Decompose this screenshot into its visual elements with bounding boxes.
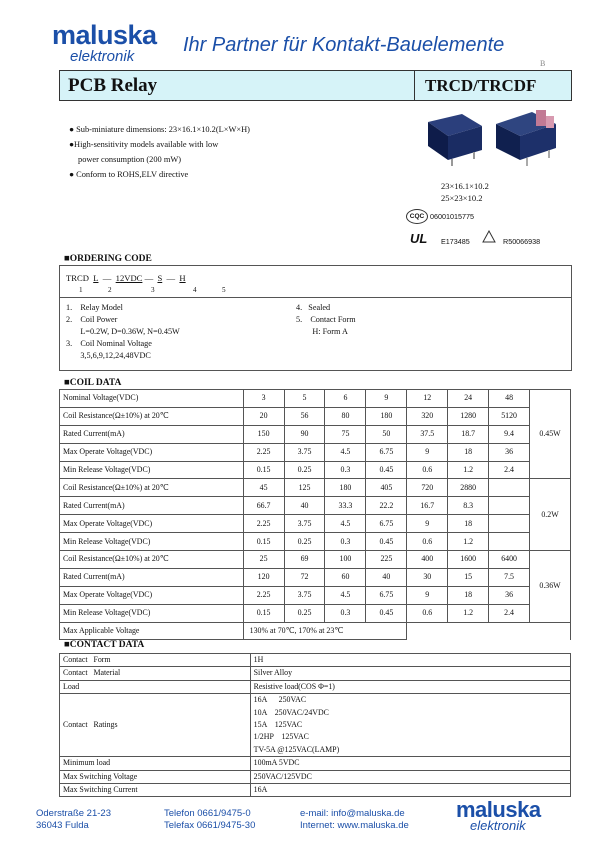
coil-cell: 6400 xyxy=(489,551,530,569)
coil-row-label: Max Operate Voltage(VDC) xyxy=(60,515,244,533)
coil-cell: 50 xyxy=(366,425,407,443)
coil-cell: 3.75 xyxy=(284,515,325,533)
coil-cell: 40 xyxy=(366,568,407,586)
code-dash: — xyxy=(166,273,176,283)
coil-cell: 9.4 xyxy=(489,425,530,443)
fax-line: Telefax 0661/9475-30 xyxy=(164,820,256,831)
phone-line: Telefon 0661/9475-0 xyxy=(164,808,251,819)
coil-cell: 2.25 xyxy=(243,586,284,604)
coil-cell: 80 xyxy=(325,407,366,425)
coil-row-label: Min Release Voltage(VDC) xyxy=(60,533,244,551)
ordering-item: 2. Coil Power xyxy=(66,315,118,324)
coil-row-label: Rated Current(mA) xyxy=(60,425,244,443)
coil-cell: 90 xyxy=(284,425,325,443)
coil-cell: 2.4 xyxy=(489,604,530,622)
ordering-item: 5. Contact Form xyxy=(296,315,356,324)
coil-cell: 120 xyxy=(243,568,284,586)
contact-row-label: Max Switching Voltage xyxy=(60,770,251,783)
coil-cell: 2880 xyxy=(448,479,489,497)
coil-cell: 8.3 xyxy=(448,497,489,515)
relay-large-image xyxy=(496,110,556,166)
contact-row-label: Contact Ratings xyxy=(60,694,251,757)
table-row xyxy=(60,586,571,604)
ordering-item: H: Form A xyxy=(296,327,348,336)
coil-cell: 180 xyxy=(366,407,407,425)
contact-row-value xyxy=(250,654,570,667)
feature-item: ●High-sensitivity models available with low xyxy=(69,140,219,149)
coil-cell: 0.25 xyxy=(284,533,325,551)
coil-cell: 0.3 xyxy=(325,604,366,622)
coil-cell: 1.2 xyxy=(448,533,489,551)
coil-cell: 6.75 xyxy=(366,515,407,533)
coil-cell: 45 xyxy=(243,479,284,497)
contact-value-line: Silver Alloy xyxy=(253,668,293,678)
code-part-model: TRCD xyxy=(66,273,89,283)
coil-cell: 40 xyxy=(284,497,325,515)
contact-row-label: Max Switching Current xyxy=(60,784,251,797)
table-row xyxy=(60,551,571,569)
coil-row-label: Coil Resistance(Ω±10%) at 20℃ xyxy=(60,407,244,425)
footer-address xyxy=(36,808,111,832)
coil-cell: 400 xyxy=(407,551,448,569)
web-link[interactable]: Internet: www.maluska.de xyxy=(300,820,409,831)
contact-value-line: TV-5A @125VAC(LAMP) xyxy=(253,744,340,754)
coil-cell: 1.2 xyxy=(448,461,489,479)
coil-cell: 0.6 xyxy=(407,604,448,622)
table-row xyxy=(60,390,571,408)
ordering-right-list xyxy=(296,302,356,338)
coil-row-label: Max Applicable Voltage xyxy=(60,622,244,640)
coil-power-label: 0.36W xyxy=(530,551,571,623)
page-title: PCB Relay xyxy=(68,75,158,96)
coil-cell: 0.15 xyxy=(243,604,284,622)
coil-cell: 72 xyxy=(284,568,325,586)
coil-cell: 2.25 xyxy=(243,443,284,461)
contact-value-line: 1H xyxy=(253,655,264,664)
table-row xyxy=(60,680,571,693)
table-row xyxy=(60,622,571,640)
coil-power-label: 0.45W xyxy=(530,390,571,479)
coil-cell: 4.5 xyxy=(325,443,366,461)
table-row xyxy=(60,568,571,586)
coil-cell: 18 xyxy=(448,586,489,604)
max-applicable-value: 130% at 70℃, 170% at 23℃ xyxy=(243,622,407,640)
coil-cell: 56 xyxy=(284,407,325,425)
coil-cell: 16.7 xyxy=(407,497,448,515)
model-title: TRCD/TRCDF xyxy=(425,76,537,95)
coil-cell: 36 xyxy=(489,586,530,604)
relay-small-image xyxy=(428,114,482,166)
coil-cell: 225 xyxy=(366,551,407,569)
table-row xyxy=(60,784,571,797)
code-index: 4 xyxy=(193,286,197,294)
coil-cell: 66.7 xyxy=(243,497,284,515)
table-row xyxy=(60,515,571,533)
coil-cell: 20 xyxy=(243,407,284,425)
coil-table xyxy=(59,389,571,640)
coil-cell: 150 xyxy=(243,425,284,443)
ul-number: E173485 xyxy=(441,237,470,246)
table-row xyxy=(60,604,571,622)
coil-cell: 3 xyxy=(243,390,284,408)
footer-phone xyxy=(164,808,255,832)
contact-row-value xyxy=(250,694,570,757)
coil-cell: 2.25 xyxy=(243,515,284,533)
coil-cell: 7.5 xyxy=(489,568,530,586)
doc-code: B xyxy=(540,59,546,68)
coil-cell: 720 xyxy=(407,479,448,497)
contact-value-line: 10A 250VAC/24VDC xyxy=(253,707,329,717)
contact-row-label: Contact Form xyxy=(60,654,251,667)
coil-row-label: Nominal Voltage(VDC) xyxy=(60,390,244,408)
coil-row-label: Max Operate Voltage(VDC) xyxy=(60,586,244,604)
ordering-heading: ■ORDERING CODE xyxy=(64,254,152,264)
footer-contact xyxy=(300,808,409,832)
contact-row-value xyxy=(250,784,570,797)
coil-cell: 0.15 xyxy=(243,533,284,551)
contact-row-label: Contact Material xyxy=(60,667,251,680)
photo-dimension-2: 25×23×10.2 xyxy=(441,193,483,203)
table-row xyxy=(60,461,571,479)
ordering-item: 3. Coil Nominal Voltage xyxy=(66,339,152,348)
coil-cell: 1280 xyxy=(448,407,489,425)
coil-cell: 9 xyxy=(407,515,448,533)
coil-cell: 0.45 xyxy=(366,461,407,479)
coil-cell: 320 xyxy=(407,407,448,425)
coil-cell: 0.6 xyxy=(407,461,448,479)
footer-logo: maluska xyxy=(456,797,541,822)
header-logo-sub: elektronik xyxy=(70,48,135,65)
coil-cell: 100 xyxy=(325,551,366,569)
ordering-left-list xyxy=(66,302,180,362)
code-index: 2 xyxy=(108,286,112,294)
coil-heading: ■COIL DATA xyxy=(64,378,122,388)
code-dash: — xyxy=(144,273,154,283)
coil-cell: 0.45 xyxy=(366,533,407,551)
photo-dimension-1: 23×16.1×10.2 xyxy=(441,181,489,191)
coil-cell: 5 xyxy=(284,390,325,408)
address-line: Oderstraße 21-23 xyxy=(36,808,111,819)
table-row xyxy=(60,425,571,443)
coil-row-label: Coil Resistance(Ω±10%) at 20℃ xyxy=(60,551,244,569)
code-index: 5 xyxy=(222,286,226,294)
coil-cell: 60 xyxy=(325,568,366,586)
ordering-item: 1. Relay Model xyxy=(66,303,123,312)
coil-cell: 18.7 xyxy=(448,425,489,443)
tuv-triangle-icon xyxy=(482,230,496,243)
coil-cell: 0.15 xyxy=(243,461,284,479)
coil-row-label: Rated Current(mA) xyxy=(60,497,244,515)
ordering-divider xyxy=(59,297,571,298)
contact-value-line: 16A xyxy=(253,785,268,795)
coil-cell: 1600 xyxy=(448,551,489,569)
cqc-logo xyxy=(406,209,428,224)
coil-cell: 9 xyxy=(407,586,448,604)
coil-cell: 48 xyxy=(489,390,530,408)
code-part-sealed: S xyxy=(157,273,163,283)
table-row xyxy=(60,667,571,680)
email-link[interactable]: e-mail: info@maluska.de xyxy=(300,808,405,819)
feature-item: ● Conform to ROHS,ELV directive xyxy=(69,170,189,179)
ordering-code xyxy=(66,273,186,283)
table-row xyxy=(60,654,571,667)
coil-row-label: Rated Current(mA) xyxy=(60,568,244,586)
coil-cell xyxy=(489,533,530,551)
coil-cell: 25 xyxy=(243,551,284,569)
code-part-voltage: 12VDC xyxy=(115,273,143,283)
contact-value-line: Resistive load(COS Φ=1) xyxy=(253,681,335,691)
contact-row-label: Minimum load xyxy=(60,757,251,770)
coil-cell: 5120 xyxy=(489,407,530,425)
contact-value-line: 250VAC/125VDC xyxy=(253,771,312,781)
coil-cell: 3.75 xyxy=(284,586,325,604)
coil-cell: 18 xyxy=(448,515,489,533)
table-row xyxy=(60,497,571,515)
contact-value-line: 16A 250VAC xyxy=(253,695,307,705)
table-row xyxy=(60,770,571,783)
coil-cell: 33.3 xyxy=(325,497,366,515)
coil-cell: 37.5 xyxy=(407,425,448,443)
coil-cell: 75 xyxy=(325,425,366,443)
coil-cell: 12 xyxy=(407,390,448,408)
coil-cell: 405 xyxy=(366,479,407,497)
header-logo: maluska xyxy=(52,20,157,50)
ul-logo xyxy=(410,232,427,246)
address-line: 36043 Fulda xyxy=(36,820,89,831)
ul-logo-text: UL xyxy=(410,231,428,246)
coil-cell xyxy=(489,515,530,533)
coil-cell: 30 xyxy=(407,568,448,586)
coil-cell: 1.2 xyxy=(448,604,489,622)
coil-cell: 24 xyxy=(448,390,489,408)
table-row xyxy=(60,757,571,770)
coil-cell: 6 xyxy=(325,390,366,408)
coil-cell: 0.25 xyxy=(284,604,325,622)
table-row xyxy=(60,533,571,551)
contact-heading: ■CONTACT DATA xyxy=(64,640,145,650)
ordering-item: 3,5,6,9,12,24,48VDC xyxy=(66,351,151,360)
coil-cell: 6.75 xyxy=(366,586,407,604)
coil-cell xyxy=(489,479,530,497)
tuv-number: R50066938 xyxy=(503,237,541,246)
relay-photo xyxy=(418,108,568,170)
feature-item: power consumption (200 mW) xyxy=(78,155,182,164)
header-tagline: Ihr Partner für Kontakt-Bauelemente xyxy=(183,34,505,56)
coil-cell: 9 xyxy=(366,390,407,408)
cqc-number: 06001015775 xyxy=(430,212,474,221)
coil-cell: 0.3 xyxy=(325,461,366,479)
cqc-logo-text: CQC xyxy=(409,213,425,220)
contact-row-value xyxy=(250,680,570,693)
code-dash: — xyxy=(102,273,112,283)
coil-cell: 15 xyxy=(448,568,489,586)
contact-value-line: 100mA 5VDC xyxy=(253,758,300,768)
coil-cell: 36 xyxy=(489,443,530,461)
contact-row-value xyxy=(250,757,570,770)
coil-cell: 69 xyxy=(284,551,325,569)
contact-row-value xyxy=(250,667,570,680)
code-index: 3 xyxy=(151,286,155,294)
coil-cell: 6.75 xyxy=(366,443,407,461)
table-row xyxy=(60,694,571,757)
feature-item: ● Sub-miniature dimensions: 23×16.1×10.2(L×W×H) xyxy=(69,125,250,134)
contact-row-value xyxy=(250,770,570,783)
ordering-item: L=0.2W, D=0.36W, N=0.45W xyxy=(66,327,180,336)
coil-power-label: 0.2W xyxy=(530,479,571,551)
table-row xyxy=(60,479,571,497)
contact-table xyxy=(59,653,571,797)
coil-cell: 4.5 xyxy=(325,515,366,533)
contact-value-line: 15A 125VAC xyxy=(253,720,303,730)
coil-row-label: Max Operate Voltage(VDC) xyxy=(60,443,244,461)
code-part-contact: H xyxy=(179,273,186,283)
table-row xyxy=(60,443,571,461)
coil-row-label: Min Release Voltage(VDC) xyxy=(60,461,244,479)
table-row xyxy=(60,407,571,425)
contact-value-line: 1/2HP 125VAC xyxy=(253,732,309,742)
coil-cell: 0.45 xyxy=(366,604,407,622)
coil-row-label: Coil Resistance(Ω±10%) at 20℃ xyxy=(60,479,244,497)
coil-cell: 0.3 xyxy=(325,533,366,551)
coil-cell: 4.5 xyxy=(325,586,366,604)
coil-cell: 3.75 xyxy=(284,443,325,461)
coil-cell: 2.4 xyxy=(489,461,530,479)
title-divider xyxy=(414,70,415,100)
ordering-item: 4. Sealed xyxy=(296,303,331,312)
code-index: 1 xyxy=(79,286,83,294)
coil-row-label: Min Release Voltage(VDC) xyxy=(60,604,244,622)
coil-cell: 180 xyxy=(325,479,366,497)
code-part-power: L xyxy=(93,273,99,283)
feature-list xyxy=(69,122,250,182)
coil-cell: 125 xyxy=(284,479,325,497)
coil-cell: 22.2 xyxy=(366,497,407,515)
footer-logo-sub: elektronik xyxy=(470,818,526,833)
coil-cell: 18 xyxy=(448,443,489,461)
coil-cell: 9 xyxy=(407,443,448,461)
contact-row-label: Load xyxy=(60,680,251,693)
coil-cell: 0.6 xyxy=(407,533,448,551)
coil-cell xyxy=(489,497,530,515)
coil-cell: 0.25 xyxy=(284,461,325,479)
